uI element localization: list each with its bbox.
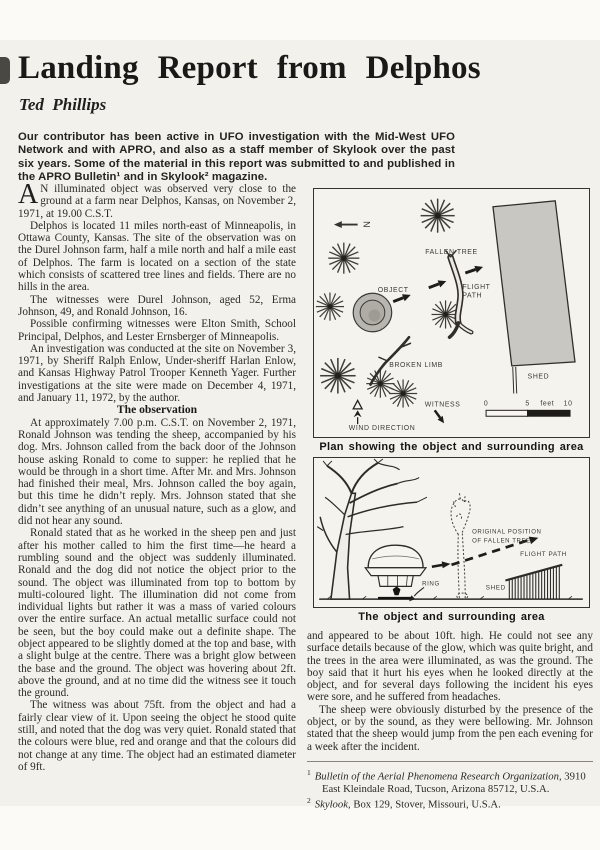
ring-label: RING (422, 580, 440, 588)
shed-icon (493, 201, 575, 394)
scan-edge-mark (0, 57, 10, 84)
paragraph (18, 179, 296, 220)
ground-line (319, 596, 583, 599)
footnote-2-address: Box 129, Stover, Missouri, U.S.A. (350, 798, 501, 811)
tree-icon (320, 358, 356, 394)
scale-10: 10 (563, 400, 573, 408)
tree-icon (389, 379, 417, 407)
shed-label: SHED (527, 373, 550, 381)
flight-path-label: FLIGHT PATH (520, 551, 567, 559)
paragraph: Possible confirming witnesses were Elton Smith, School Principal, Delphos, and Lester Ernsberger of Minneapolis. (18, 318, 296, 343)
paragraph: The sheep were obviously disturbed by the presence of the object, or by the sound, as they were bellowing. Mr. Johnson stated that the sheep would jump from the pen each evening for a week after the incident. (307, 703, 593, 753)
tree-icon (421, 199, 455, 233)
footnote-1-address: 3910 East Kleindale Road, Tucson, Arizona 85712, U.S.A. (322, 770, 586, 795)
ufo-icon (365, 545, 426, 598)
tree-icon (316, 292, 344, 320)
flight-path-label-2: PATH (462, 292, 483, 300)
right-column (307, 630, 593, 811)
paragraph-text: N illuminated object was observed very close to the ground at a farm near Delphos, Kansas, on November 2, 1971, at 19.00 C.S.T. (18, 183, 296, 220)
paragraph: Delphos is located 11 miles north-east of Minneapolis, in Ottawa County, Kansas. The site of the observation was on the Durel Johnson farm, half a mile north and half a mile east of Delphos. The farm is located on a section of the state which consists of scattered tree lines and fields. There are no hills in the area. (18, 219, 296, 294)
byline: Ted Phillips (19, 95, 107, 114)
object-label: OBJECT (377, 286, 409, 294)
wind-arrow-icon (353, 400, 362, 424)
north-arrow-icon (334, 221, 372, 228)
flight-arrow-icon (432, 561, 451, 568)
scale-unit: feet (540, 400, 555, 408)
paragraph: The witness was about 75ft. from the object and had a fairly clear view of it. Upon seeing the object he stood quite still, and noted that the dog was very quiet. Ronald stated that the colours were blue, red and orange and that the colours did not change at any time. The object had an estimated diameter of 9ft. (18, 699, 296, 773)
side-shed-label: SHED (485, 584, 506, 592)
intro-paragraph: Our contributor has been active in UFO investigation with the Mid-West UFO Network and with APRO, and also as a staff member of Skylook over the past six years. Some of the material in this report was submitted to and published in the APRO Bulletin¹ and in Skylook² magazine. (18, 131, 455, 184)
flight-path-label-1: FLIGHT (462, 283, 491, 291)
drop-cap: A (18, 179, 39, 210)
plan-diagram (313, 188, 590, 438)
footnote-1-number: 1 (307, 767, 311, 777)
scale-5: 5 (525, 400, 530, 408)
dotted-tree-icon (451, 492, 470, 599)
paragraph: and appeared to be about 10ft. high. He could not see any surface details because of the glow, which was quite bright, and the trees in the area were illuminated, as was the ground. The boy said that it hurt his eyes when he looked directly at the object, and for several days following the incident his eyes were sore, and he suffered from headaches. (307, 630, 593, 704)
footnote-1 (307, 767, 593, 795)
tree-icon (328, 243, 359, 274)
paragraph: At approximately 7.00 p.m. C.S.T. on November 2, 1971, Ronald Johnson was tending the sheep, accompanied by his dog. Mrs. Johnson called from the back door of the Johnson house asking Ronald to come to supper: he replied that he would be through in a short time. After Mr. and Mrs. Johnson had finished their meal, Mrs. Johnson called the boy again, but this time he didn’t reply. Mrs. Johnson stated that she didn’t see anything of an unusual nature, such as a glow, and did not hear any sound. (18, 416, 296, 528)
section-heading: The observation (116, 403, 198, 417)
footnotes (307, 761, 593, 811)
broken-limb-label: BROKEN LIMB (389, 361, 443, 369)
wind-direction-label: WIND DIRECTION (348, 425, 416, 433)
witness-arrow-icon (432, 408, 447, 425)
north-label: N (361, 221, 372, 229)
footnote-1-title: Bulletin of the Aerial Phenomena Research Organization, (314, 770, 562, 783)
witness-label: WITNESS (424, 401, 461, 409)
paragraph: An investigation was conducted at the site on November 3, 1971, by Sheriff Ralph Enlow, Under-sheriff Harlan Enlow, and Kansas Highway Patrol Trooper Kenneth Yager. Further investigations at the site were made on December 4, 1971, and January 11, 1972, by the author. (18, 342, 296, 405)
ring-arrow-icon (407, 587, 424, 603)
paragraph: Ronald stated that as he worked in the sheep pen and just after his mother called to him the first time—he heard a rumbling sound and the object was suddenly illuminated. Ronald and the dog did not notice the object prior to the sound. The object was illuminated from top to bottom by multi-coloured light. The illumination did not come from individual lights but rather it was a mass of varied colours over the entire surface. An actual metallic surface could not be seen, but the boy could make out a definite shape. The object appeared to be slightly domed at the top and base, with a slight bulge at the centre. There was a bright glow between the base and the ground. The object was hovering about 2ft. above the ground, and at no time did the witness see it touch the ground. (18, 527, 296, 700)
footnote-2-number: 2 (307, 795, 311, 805)
left-column (18, 179, 296, 773)
original-position-label-2: OF FALLEN TREE (472, 538, 531, 545)
scale-bar-icon (484, 400, 573, 416)
side-shed-icon (505, 565, 562, 599)
object-disc-icon (353, 293, 392, 332)
plan-diagram-svg (314, 189, 588, 436)
paragraph: The witnesses were Durel Johnson, aged 52, Erma Johnson, 49, and Ronald Johnson, 16. (18, 293, 296, 318)
side-diagram-svg (314, 458, 588, 606)
side-caption: The object and surrounding area (358, 611, 545, 623)
page-title: Landing Report from Delphos (18, 50, 481, 86)
footnote-2 (307, 795, 593, 811)
original-position-label-1: ORIGINAL POSITION (472, 529, 542, 536)
footnote-2-title: Skylook, (314, 798, 351, 811)
side-diagram (313, 457, 590, 608)
fallen-tree-label: FALLEN TREE (425, 249, 478, 257)
scale-0: 0 (483, 400, 489, 408)
plan-caption: Plan showing the object and surrounding area (319, 441, 584, 453)
